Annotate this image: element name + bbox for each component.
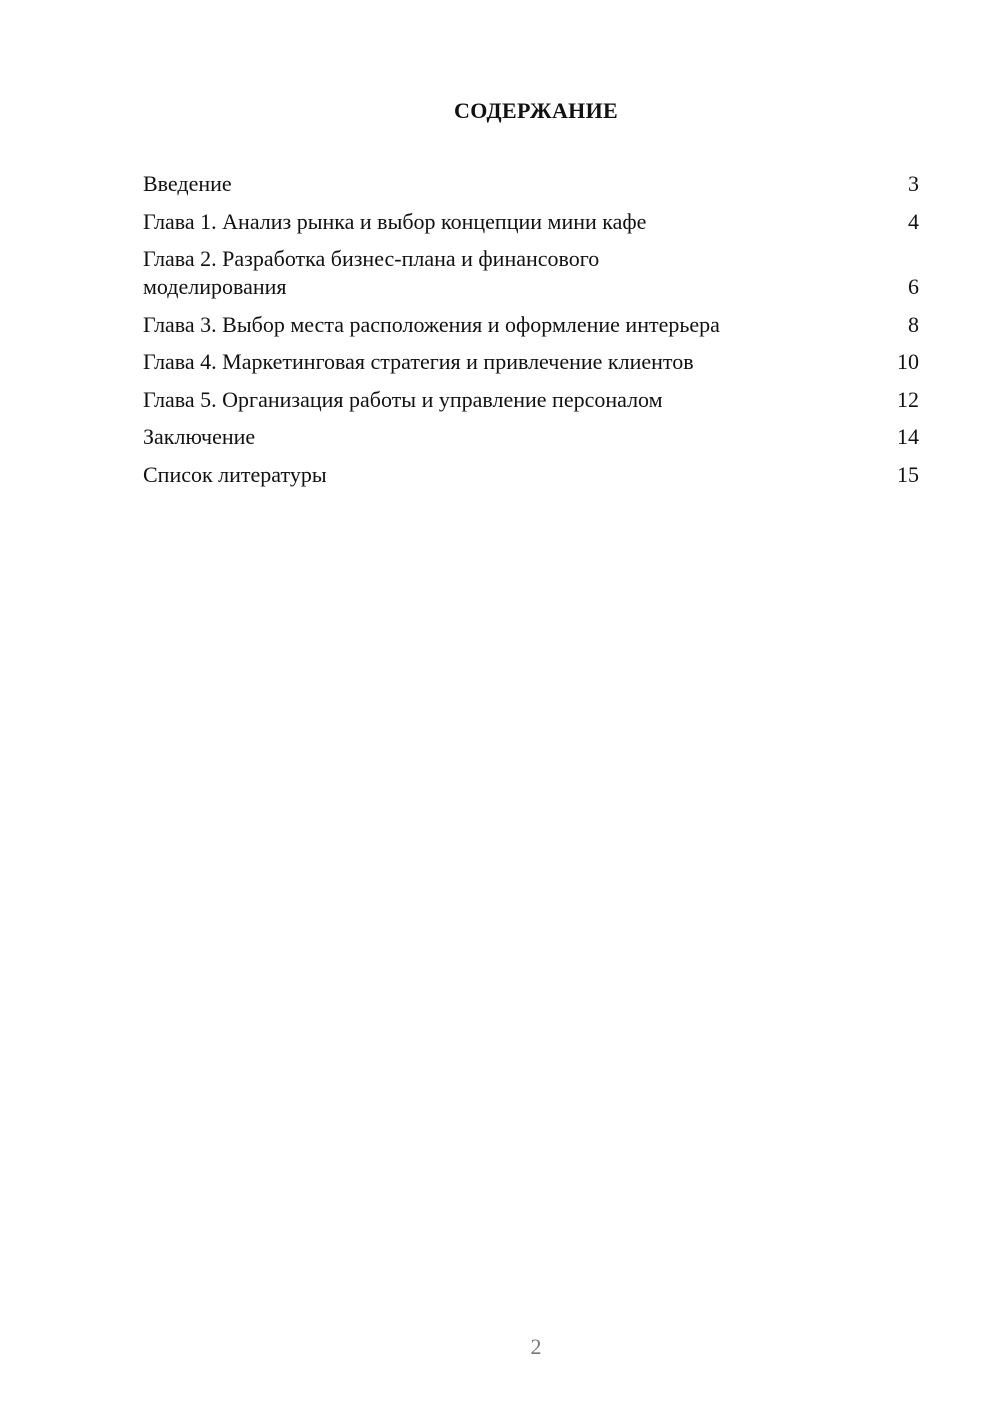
page-title: СОДЕРЖАНИЕ bbox=[454, 98, 618, 123]
toc-entry-page: 10 bbox=[897, 349, 919, 374]
toc-entry-page: 15 bbox=[897, 461, 919, 487]
toc-entry bbox=[143, 461, 919, 489]
toc-entry-page: 8 bbox=[908, 311, 919, 337]
toc-entry bbox=[143, 423, 919, 451]
toc-entry bbox=[143, 348, 919, 376]
table-of-contents bbox=[143, 170, 919, 498]
toc-entry bbox=[143, 311, 919, 339]
toc-entry-page: 12 bbox=[897, 386, 919, 412]
page-number: 2 bbox=[530, 1334, 542, 1359]
toc-entry-title: Заключение bbox=[143, 424, 256, 449]
toc-entry bbox=[143, 386, 919, 414]
toc-entry-page: 6 bbox=[908, 274, 919, 299]
toc-entry bbox=[143, 208, 919, 236]
toc-entry bbox=[143, 170, 919, 198]
toc-entry-title: Глава 1. Анализ рынка и выбор концепции мини кафе bbox=[143, 208, 647, 234]
toc-entry-title: Глава 3. Выбор места расположения и оформление интерьера bbox=[143, 311, 720, 337]
toc-entry-title: Список литературы bbox=[143, 461, 327, 487]
toc-entry-title: Введение bbox=[143, 171, 232, 196]
toc-entry-page: 14 bbox=[897, 424, 919, 449]
toc-entry-title: Глава 4. Маркетинговая стратегия и привлечение клиентов bbox=[143, 349, 694, 374]
toc-entry-page: 4 bbox=[908, 208, 919, 234]
toc-entry-title: Глава 2. Разработка бизнес-плана и финансового моделирования bbox=[143, 246, 600, 299]
toc-entry-title: Глава 5. Организация работы и управление персоналом bbox=[143, 386, 663, 412]
toc-entry-page: 3 bbox=[908, 171, 919, 196]
toc-entry bbox=[143, 245, 919, 301]
